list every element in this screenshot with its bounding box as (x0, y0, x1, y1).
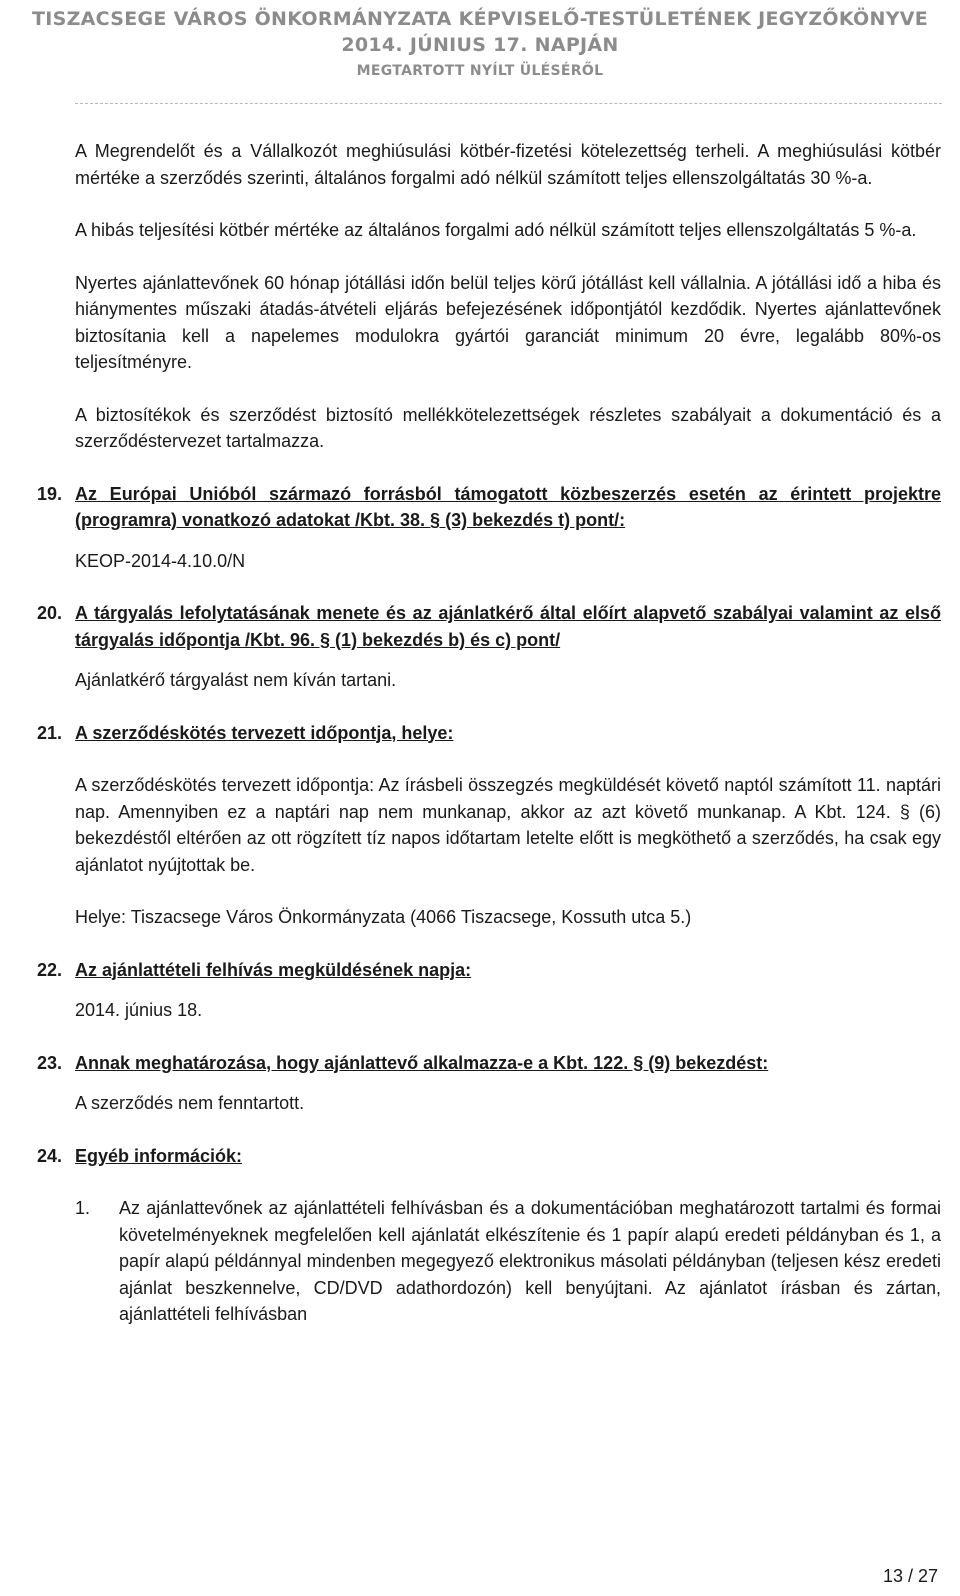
section-number: 21. (37, 722, 63, 743)
section-24-heading (37, 1143, 941, 1170)
section-20-text: Ajánlatkérő tárgyalást nem kíván tartani. (75, 670, 397, 690)
section-title: Annak meghatározása, hogy ajánlattevő alkalmazza-e a Kbt. 122. § (9) bekezdést: (75, 1052, 769, 1073)
section-22-heading (37, 957, 941, 984)
list-item-text: Az ajánlattevőnek az ajánlattételi felhívásban és a dokumentációban meghatározott tartalmi és formai követelményeknek megfelelően kell ajánlatát elkészítenie és 1 papír alapú eredeti példányban és 1, a papír alapú példánnyal mindenben megegyező elektronikus másolati példányban (teljesen kész eredeti ajánlat beszkennelve, CD/DVD adathordozón) kell benyújtani. Az ajánlatot írásban és zártan, ajánlattételi felhívásban (119, 1198, 941, 1324)
header-divider (75, 103, 942, 104)
section-title: A szerződéskötés tervezett időpontja, helye: (75, 722, 454, 743)
section-23-text: A szerződés nem fenntartott. (75, 1093, 305, 1113)
header-subtitle: MEGTARTOTT NYÍLT ÜLÉSÉRŐL (356, 63, 604, 79)
section-number: 24. (37, 1145, 63, 1166)
section-title: Az ajánlattételi felhívás megküldésének napja: (75, 959, 472, 980)
paragraph-guarantees: A biztosítékok és szerződést biztosító mellékkötelezettségek részletes szabályait a dokumentáció és a szerződéstervezet tartalmazza. (75, 404, 941, 451)
header-title: TISZACSEGE VÁROS ÖNKORMÁNYZATA KÉPVISELŐ-TESTÜLETÉNEK JEGYZŐKÖNYVE (31, 8, 929, 30)
section-number: 22. (37, 959, 63, 980)
section-22-text: 2014. június 18. (75, 1000, 203, 1020)
section-20-heading (37, 600, 941, 653)
page-number: 13 / 27 (882, 1566, 938, 1586)
document-header (0, 0, 960, 84)
section-21-location: Helye: Tiszacsege Város Önkormányzata (4066 Tiszacsege, Kossuth utca 5.) (75, 907, 692, 927)
paragraph-penalty-failure: A Megrendelőt és a Vállalkozót meghiúsulási kötbér-fizetési kötelezettség terheli. A meghiúsulási kötbér mértéke a szerződés szerinti, általános forgalmi adó nélkül számított teljes ellenszolgáltatás 30 %-a. (75, 141, 941, 188)
section-title: Egyéb információk: (75, 1145, 243, 1166)
section-21-text: A szerződéskötés tervezett időpontja: Az írásbeli összegzés megküldését követő naptól számított 11. naptári nap. Amennyiben ez a naptári nap nem munkanap, akkor az azt követő munkanap. A Kbt. 124. § (6) bekezdéstől eltérően az ott rögzített tíz napos időtartam letelte előtt is megköthető a szerződés, ha csak egy ajánlatot nyújtottak be. (75, 775, 941, 875)
paragraph-warranty: Nyertes ajánlattevőnek 60 hónap jótállási időn belül teljes körű jótállást kell vállalnia. A jótállási idő a hiba és hiánymentes műszaki átadás-átvételi eljárás befejezésének időpontjától kezdődik. Nyertes ajánlattevőnek biztosítania kell a napelemes modulokra gyártói garanciát minimum 20 évre, legalább 80%-os teljesítményre. (75, 272, 941, 372)
paragraph-penalty-defect: A hibás teljesítési kötbér mértéke az általános forgalmi adó nélkül számított teljes ellenszolgáltatás 5 %-a. (75, 220, 917, 240)
document-body (37, 138, 941, 1328)
section-number: 19. (37, 483, 63, 504)
section-title: Az Európai Unióból származó forrásból támogatott közbeszerzés esetén az érintett projektre (programra) vonatkozó adatokat /Kbt. 38. § (3) bekezdés t) pont/: (75, 483, 941, 530)
section-19-heading (37, 481, 941, 534)
section-19-text: KEOP-2014-4.10.0/N (75, 550, 246, 571)
list-item (75, 1195, 941, 1328)
list-item-number: 1. (75, 1198, 91, 1218)
section-21-heading (37, 720, 941, 747)
section-number: 23. (37, 1052, 63, 1073)
section-number: 20. (37, 603, 63, 623)
section-title: A tárgyalás lefolytatásának menete és az ajánlatkérő által előírt alapvető szabályai valamint az első tárgyalás időpontja /Kbt. 96. § (1) bekezdés b) és c) pont/ (75, 603, 941, 650)
header-date: 2014. JÚNIUS 17. NAPJÁN (341, 34, 619, 56)
section-23-heading (37, 1050, 941, 1077)
